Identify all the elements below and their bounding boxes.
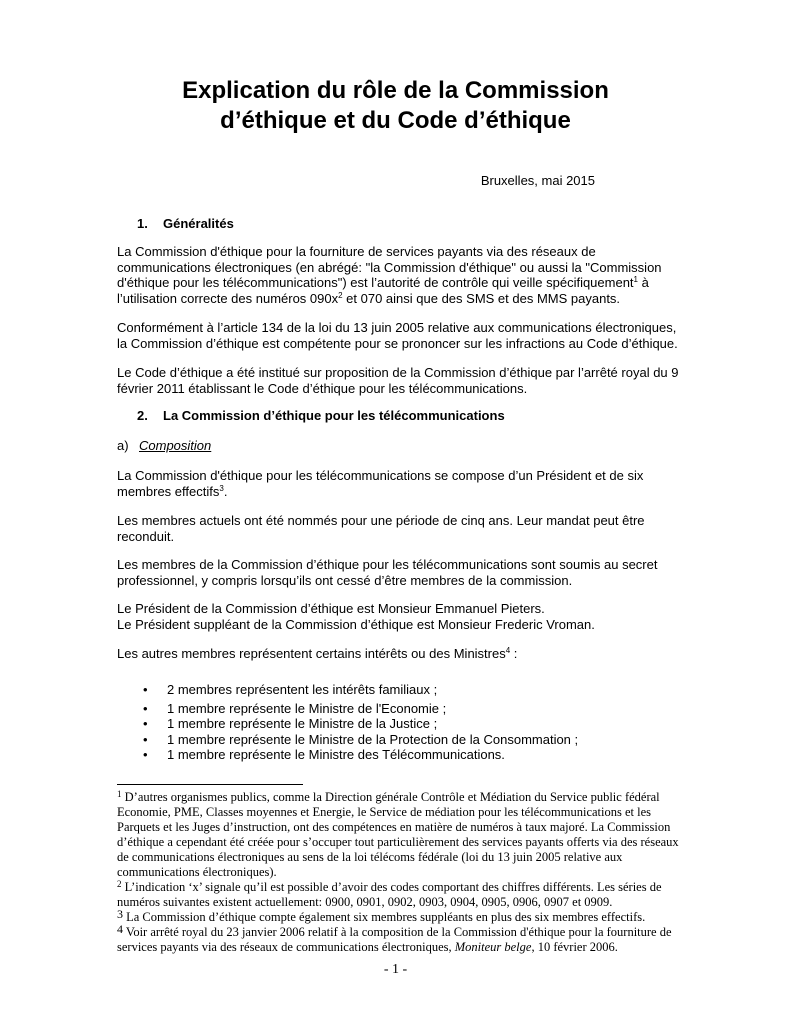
list-item-text: 2 membres représentent les intérêts familiaux ;: [167, 682, 438, 697]
section-2-number: 2.: [137, 408, 148, 423]
footnote-number: 3: [117, 907, 123, 921]
document-title-line-1: Explication du rôle de la Commission: [182, 77, 609, 104]
list-item-text: 1 membre représente le Ministre de la Justice ;: [167, 716, 438, 731]
list-item: [117, 716, 687, 732]
bullet-icon: •: [143, 700, 148, 716]
list-item: [117, 732, 687, 748]
place-date: Bruxelles, mai 2015: [480, 173, 595, 188]
text-run: :: [510, 646, 518, 661]
footnote-ref-4[interactable]: 4: [505, 646, 511, 655]
footnote-number: 2: [117, 879, 122, 889]
footnote-2: [117, 880, 687, 910]
members-list: [117, 682, 687, 763]
footnote-ref-3[interactable]: 3: [219, 483, 224, 493]
subsection-a-heading: [117, 438, 211, 454]
footnote-separator: [117, 784, 303, 785]
footnotes: [117, 790, 687, 955]
footnote-text: D’autres organismes publics, comme la Direction générale Contrôle et Médiation du Service public fédéral Economie, PME, Classes moyennes et Energie, le Service de médiation pour les télécommunications et les Parquets et les Juges d’instruction, ont des compétences en matière de numéros à taux majoré. La Commission d’éthique a cependant été créée pour s’occuper tout particulièrement des services payants offerts via des réseaux de communications électroniques au sens de la loi télécoms fédérale (loi du 13 juin 2005 relative aux communications électroniques).: [117, 790, 679, 879]
list-item-text: 1 membre représente le Ministre de l'Economie ;: [167, 700, 447, 716]
footnote-ref-2[interactable]: 2: [338, 290, 343, 300]
bullet-icon: •: [143, 682, 148, 697]
section-2-title: La Commission d’éthique pour les télécommunications: [163, 408, 505, 423]
footnote-ref-1[interactable]: 1: [633, 275, 638, 284]
section-1-heading: [137, 216, 234, 232]
list-item: [117, 682, 687, 698]
subsection-letter: a): [117, 438, 129, 453]
section-1-number: 1.: [137, 216, 148, 231]
footnote-text: L’indication ‘x’ signale qu’il est possible d’avoir des codes comportant des chiffres différents. Les séries de numéros suivantes existent actuellement: 0900, 0901, 0902, 0903, 0904, 0905, 0906, 0907 et 0909.: [117, 880, 662, 909]
footnote-number: 4: [117, 922, 123, 936]
section-1-paragraph-1: [117, 244, 687, 306]
footnote-text: La Commission d’éthique compte également six membres suppléants en plus des six membres effectifs.: [123, 910, 646, 924]
journal-name: Moniteur belge: [454, 940, 532, 954]
text-run: et 070 ainsi que des SMS et des MMS payants.: [342, 290, 621, 306]
section-1-paragraph-3: Le Code d’éthique a été institué sur proposition de la Commission d’éthique par l’arrêté royal du 9 février 2011 établissant le Code d’éthique pour les télécommunications.: [117, 365, 679, 396]
vice-president-line: Le Président suppléant de la Commission d’éthique est Monsieur Frederic Vroman.: [117, 616, 595, 632]
section-2-paragraph-4: [117, 601, 687, 632]
document-title-line-2: d’éthique et du Code d’éthique: [220, 107, 571, 134]
list-item: [117, 747, 687, 763]
text-run: .: [223, 483, 228, 499]
footnote-4: [117, 922, 687, 955]
subsection-title: Composition: [139, 438, 212, 453]
list-item: [117, 701, 687, 717]
section-1-title: Généralités: [163, 216, 234, 231]
list-item-text: 1 membre représente le Ministre de la Protection de la Consommation ;: [167, 731, 579, 747]
footnote-number: 1: [117, 789, 122, 799]
text-run: La Commission d'éthique pour la fourniture de services payants via des réseaux de communications électroniques (en abrégé: "la Commission d'éthique" ou aussi la "Commission d'éthique pour les télécommunications") est l’autorité de contrôle qui veille spécifiquement: [117, 244, 662, 290]
bullet-icon: •: [143, 716, 148, 731]
bullet-icon: •: [143, 731, 148, 747]
text-run: à l’utilisation correcte des numéros 090x: [117, 275, 649, 306]
text-run: Les autres membres représentent certains intérêts ou des Ministres: [117, 646, 506, 661]
bullet-icon: •: [143, 747, 148, 762]
section-2-heading: [137, 408, 505, 424]
footnote-1: [117, 790, 687, 880]
section-2-paragraph-5: [117, 646, 687, 662]
list-item-text: 1 membre représente le Ministre des Télécommunications.: [167, 747, 505, 762]
president-line: Le Président de la Commission d’éthique est Monsieur Emmanuel Pieters.: [117, 601, 545, 616]
footnote-3: [117, 907, 687, 925]
section-1-paragraph-2: Conformément à l’article 134 de la loi du 13 juin 2005 relative aux communications électroniques, la Commission d’éthique est compétente pour se prononcer sur les infractions au Code d’éthique.: [117, 320, 678, 351]
section-2-paragraph-1: [117, 468, 687, 499]
footnote-text: Voir arrêté royal du 23 janvier 2006 relatif à la composition de la Commission d'éthique pour la fourniture de services payants via des réseaux de communications électroniques,: [117, 925, 672, 954]
footnote-text: , 10 février 2006.: [531, 940, 618, 954]
text-run: La Commission d'éthique pour les télécommunications se compose d’un Président et de six membres effectifs: [117, 468, 644, 499]
section-2-paragraph-3: Les membres de la Commission d’éthique pour les télécommunications sont soumis au secret professionnel, y compris lorsqu’ils ont cessé d’être membres de la commission.: [117, 557, 658, 588]
page-number: - 1 -: [383, 962, 408, 977]
section-2-paragraph-2: Les membres actuels ont été nommés pour une période de cinq ans. Leur mandat peut être reconduit.: [117, 513, 645, 544]
